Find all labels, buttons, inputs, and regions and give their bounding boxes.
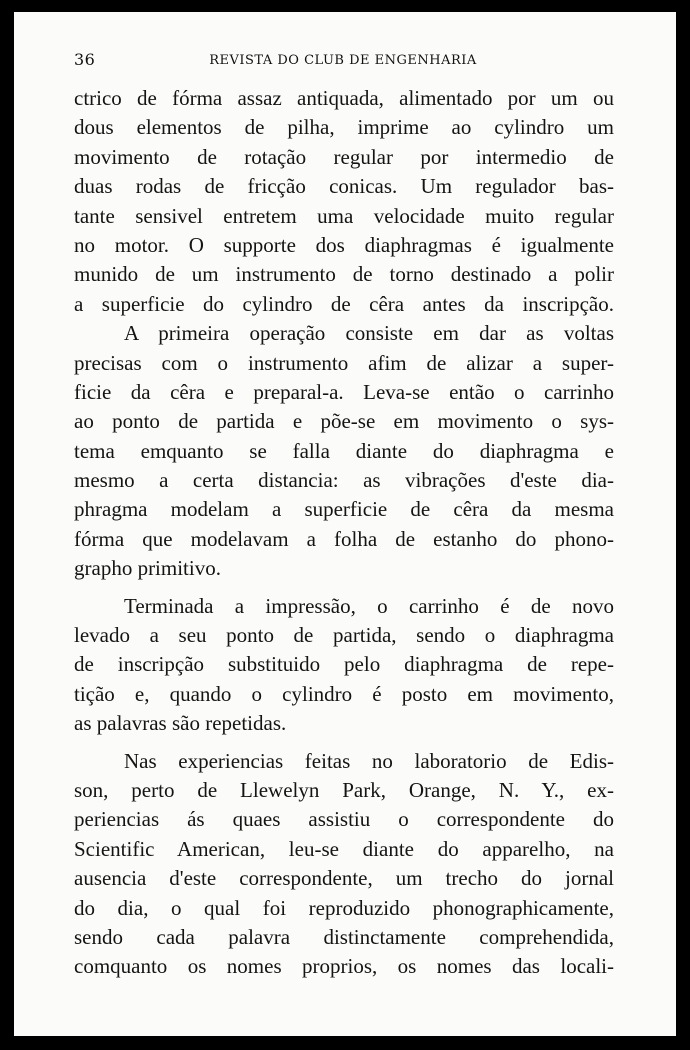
page-number: 36 bbox=[74, 50, 96, 69]
text-line: grapho primitivo. bbox=[74, 556, 221, 581]
text-line: a superficie do cylindro de cêra antes da inscripção. bbox=[74, 291, 614, 316]
paragraph-4 bbox=[74, 747, 614, 982]
document-page bbox=[14, 12, 676, 1036]
text-line: tante sensivel entretem uma velocidade muito regular bbox=[74, 203, 614, 228]
text-line: no motor. O supporte dos diaphragmas é igualmente bbox=[74, 232, 614, 257]
paragraph-2 bbox=[74, 319, 614, 584]
text-line: Terminada a impressão, o carrinho é de novo bbox=[124, 593, 614, 618]
text-line: Scientific American, leu-se diante do apparelho, na bbox=[74, 836, 614, 861]
running-title: REVISTA DO CLUB DE ENGENHARIA bbox=[209, 53, 477, 68]
text-line: dous elementos de pilha, imprime ao cylindro um bbox=[74, 115, 614, 140]
page-header bbox=[74, 50, 612, 72]
text-line: tição e, quando o cylindro é posto em movimento, bbox=[74, 681, 614, 706]
text-line: Nas experiencias feitas no laboratorio de Edis- bbox=[124, 748, 614, 773]
text-line: as palavras são repetidas. bbox=[74, 711, 287, 736]
text-line: A primeira operação consiste em dar as voltas bbox=[124, 321, 614, 346]
paragraph-3 bbox=[74, 592, 614, 739]
text-line: duas rodas de fricção conicas. Um regulador bas- bbox=[74, 174, 614, 199]
body-text bbox=[74, 84, 614, 982]
text-line: sendo cada palavra distinctamente comprehendida, bbox=[74, 924, 614, 949]
text-line: movimento de rotação regular por intermedio de bbox=[74, 144, 614, 169]
text-line: son, perto de Llewelyn Park, Orange, N. Y., ex- bbox=[74, 777, 614, 802]
text-line: tema emquanto se falla diante do diaphragma e bbox=[74, 438, 614, 463]
text-line: precisas com o instrumento afim de alizar a super- bbox=[74, 350, 614, 375]
text-line: ausencia d'este correspondente, um trecho do jornal bbox=[74, 866, 614, 891]
text-line: ao ponto de partida e põe-se em movimento o sys- bbox=[74, 409, 614, 434]
text-line: fórma que modelavam a folha de estanho do phono- bbox=[74, 526, 614, 551]
text-line: phragma modelam a superficie de cêra da mesma bbox=[74, 497, 614, 522]
text-line: ctrico de fórma assaz antiquada, alimentado por um ou bbox=[74, 86, 614, 110]
text-line: levado a seu ponto de partida, sendo o diaphragma bbox=[74, 623, 614, 648]
text-line: munido de um instrumento de torno destinado a polir bbox=[74, 262, 614, 287]
text-line: de inscripção substituido pelo diaphragma de repe- bbox=[74, 652, 614, 677]
paragraph-1 bbox=[74, 84, 614, 319]
text-line: periencias ás quaes assistiu o correspondente do bbox=[74, 807, 614, 832]
text-line: mesmo a certa distancia: as vibrações d'este dia- bbox=[74, 468, 614, 493]
text-line: comquanto os nomes proprios, os nomes das locali- bbox=[74, 954, 614, 979]
text-line: do dia, o qual foi reproduzido phonographicamente, bbox=[74, 895, 614, 920]
text-line: ficie da cêra e preparal-a. Leva-se então o carrinho bbox=[74, 379, 614, 404]
